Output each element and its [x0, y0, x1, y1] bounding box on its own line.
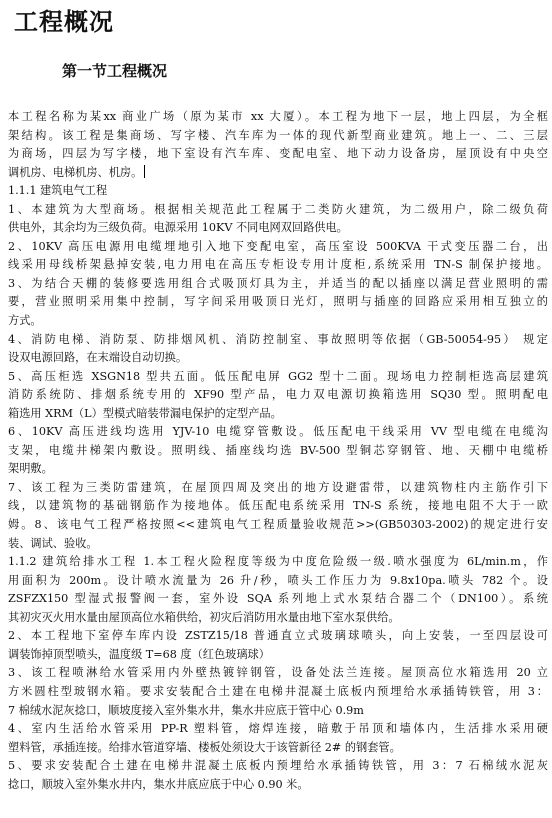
- text-line: 4、消防电梯、消防泵、防排烟风机、消防控制室、事故照明等依据（GB-50054-95） 规定: [8, 332, 548, 346]
- text-line: 1.1.1 建筑电气工程: [8, 184, 108, 198]
- text-line: 1、本建筑为大型商场。根据相关规范此工程属于二类防火建筑，为二级用户，除二级负荷: [8, 202, 548, 216]
- text-line: 2、10KV 高压电源用电缆埋地引入地下变配电室，高压室设 500KVA 干式变压器二台，出: [8, 239, 548, 253]
- text-line: 本工程名称为某xx 商业广场（原为某市 xx 大厦）。本工程为地下一层，地上四层，为全框: [8, 110, 548, 123]
- text-line: 5、要求安装配合土建在电梯井混凝土底板内预埋给水承插铸铁管，用 3：7 石棉绒水泥灰: [8, 759, 548, 773]
- text-line: 7、该工程为三类防雷建筑，在屋顶四周及突出的地方设避雷带，以建筑物柱内主筋作引下: [8, 480, 548, 494]
- text-line: 5、高压柜选 XSGN18 型共五面。低压配电屏 GG2 型十二面。现场电力控制柜选高层建筑: [8, 369, 548, 383]
- text-line: 塑料管，承插连接。给排水管道穿墙、楼板处须设大于该管新径 2# 的钢套管。: [8, 740, 401, 754]
- text-line: 2、本工程地下室停车库内设 ZSTZ15/18 普通直立式玻璃球喷头，向上安装，一至四层设可: [8, 629, 548, 643]
- text-line: 架结构。该工程是集商场、写字楼、汽车库为一体的现代新型商业建筑。地上一、二、三层: [8, 128, 548, 142]
- text-line: 6、10KV 高压进线均选用 YJV-10 电缆穿管敷设。低压配电干线采用 VV 型电缆在电缆沟: [8, 425, 548, 439]
- text-line: 用面积为 200m。设计喷水流量为 26 升/秒，喷头工作压力为 9.8x10pa.喷头 782 个。设: [8, 573, 548, 587]
- section-title: 第一节工程概况: [62, 62, 168, 80]
- text-line: 调装饰掉顶型喷头，温度级 T=68 度（红色玻璃球）: [8, 647, 270, 661]
- text-line: 线，以建筑物的基础钢筋作为接地体。低压配电系统采用 TN-S 系统，接地电阻不大于一欧: [8, 499, 548, 513]
- text-line: 3、该工程喷淋给水管采用内外壁热镀锌钢管，设备处法兰连接。屋顶高位水箱选用 20 立: [8, 666, 548, 680]
- text-line: 装、调试、验收。: [8, 536, 98, 550]
- text-line: 方米圆柱型玻钢水箱。要求安装配合土建在电梯井混凝土底板内预埋给水承插铸铁管，用 3：: [8, 684, 548, 698]
- text-line: 架明敷。: [8, 462, 53, 476]
- text-line: ZSFZX150 型湿式报警阀一套，室外设 SQA 系列地上式水泵结合器二个（DN100）。系统: [8, 592, 548, 606]
- text-line: 支架，电缆井梯架内敷设。照明线、插座线均选 BV-500 型铜芯穿钢管、地、天棚中电缆桥: [8, 443, 548, 457]
- page-title: 工程概况: [14, 8, 114, 36]
- text-line: 姆。8、该电气工程严格按照<<建筑电气工程质量验收规范>>(GB50303-2002)的规定进行安: [8, 518, 548, 532]
- text-cursor: [144, 165, 145, 178]
- text-line: 供电外，其余均为三级负荷。电源采用 10KV 不同电网双回路供电。: [8, 221, 348, 235]
- text-line: 7 棉绒水泥灰捻口，顺坡度接入室外集水井，集水井应底于管中心 0.9m: [8, 703, 364, 717]
- text-line: 设双电源回路，在末端设自动切换。: [8, 351, 188, 365]
- text-line: 箱选用 XRM（L）型模式暗装带漏电保护的定型产品。: [8, 406, 282, 420]
- text-line: 为商场，四层为写字楼，地下室设有汽车库、变配电室、地下动力设备房，屋顶设有中央空: [8, 147, 548, 161]
- text-line: 要，营业照明采用集中控制，写字间采用吸顶日光灯，照明与插座的回路应采用相互独立的: [8, 295, 548, 309]
- text-line: 3、为结合天棚的装修要选用组合式吸顶灯具为主，并适当的配以插座以满足营业照明的需: [8, 276, 548, 290]
- text-line: 1.1.2 建筑给排水工程 1.本工程火险程度等级为中度危险级一级.喷水强度为 6L/min.m，作: [8, 555, 548, 569]
- text-line: 方式。: [8, 314, 42, 328]
- text-line: 调机房、电梯机房、机房。: [8, 164, 548, 183]
- text-line: 4、室内生活给水管采用 PP-R 塑料管，熔焊连接，暗敷于吊顶和墙体内，生活排水采用硬: [8, 722, 548, 736]
- document-body: [8, 108, 548, 794]
- text-line: 捻口，顺坡入室外集水井内，集水井底应底于中心 0.90 米。: [8, 777, 309, 791]
- text-line: 其初灾灭火用水量由屋顶高位水箱供给，初灾后消防用水量由地下室水泵供给。: [8, 610, 400, 624]
- text-line: 线采用母线桥架悬掉安装,电力用电在高压专柜设专用计度柜,系统采用 TN-S 制保护接地。: [8, 258, 548, 272]
- text-line: 消防系统防、排烟系统专用的 XF90 型产品，电力双电源切换箱选用 SQ30 型。照明配电: [8, 388, 548, 402]
